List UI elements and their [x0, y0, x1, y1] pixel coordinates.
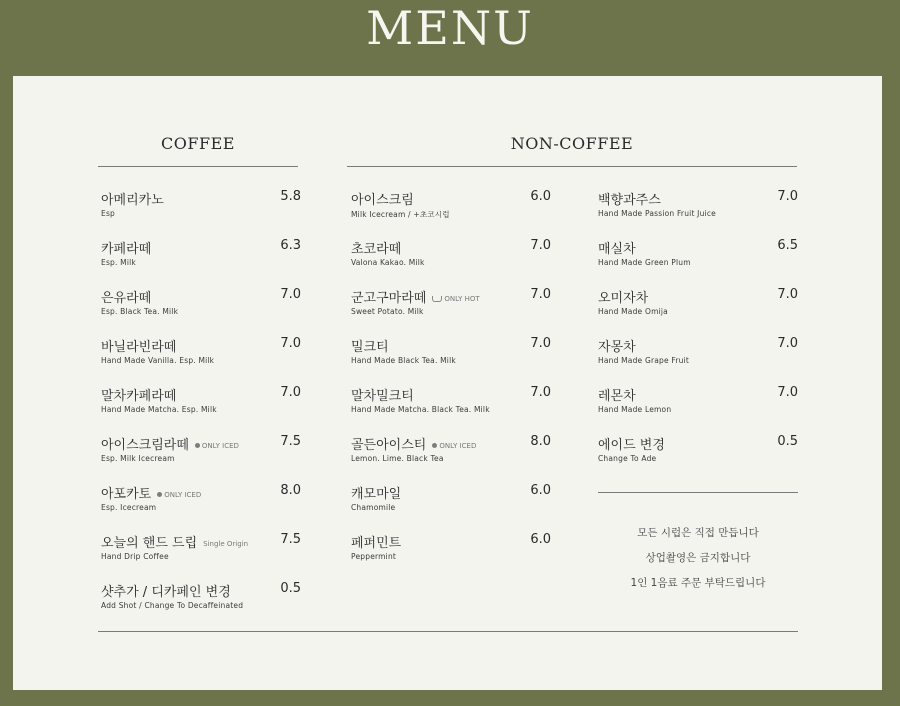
coffee-header: COFFEE — [161, 134, 235, 153]
menu-item-price: 7.0 — [777, 189, 798, 204]
menu-item-name-text: 오미자차 — [598, 291, 649, 306]
menu-item-name — [351, 532, 401, 551]
menu-item-name — [351, 483, 401, 502]
menu-item-desc: Milk Icecream / +초코시럽 — [351, 210, 450, 219]
menu-item — [101, 483, 301, 523]
menu-item-name — [598, 287, 648, 306]
menu-item-desc: Esp — [101, 209, 116, 218]
menu-item-price: 0.5 — [777, 434, 798, 449]
menu-item-tag-text: ONLY ICED — [201, 441, 239, 450]
menu-item-name — [101, 581, 231, 600]
menu-item-tag-text: ONLY HOT — [444, 294, 480, 303]
menu-item-name-text: 골든아이스티 — [351, 438, 427, 453]
menu-item-price: 7.0 — [530, 287, 551, 302]
menu-item — [101, 238, 301, 278]
menu-item-price: 7.0 — [777, 287, 798, 302]
menu-item-name-text: 군고구마라떼 — [351, 291, 427, 306]
menu-item-price: 7.0 — [530, 385, 551, 400]
menu-item-tag-text: Single Origin — [203, 539, 249, 548]
menu-title: MENU — [366, 1, 534, 55]
menu-item-name — [351, 385, 414, 404]
menu-item-price: 7.0 — [280, 336, 301, 351]
menu-item-name-text: 은유라떼 — [101, 291, 152, 306]
menu-item-desc: Valona Kakao. Milk — [351, 258, 425, 267]
menu-item-desc: Lemon. Lime. Black Tea — [351, 454, 444, 463]
menu-item-desc: Sweet Potato. Milk — [351, 307, 424, 316]
menu-item-name-text: 오늘의 핸드 드립 — [101, 536, 198, 551]
menu-item-name — [351, 238, 401, 257]
menu-item-desc: Hand Made Green Plum — [598, 258, 691, 267]
menu-item-name — [101, 434, 239, 453]
coffee-header-rule — [98, 166, 298, 167]
menu-item-tag — [195, 442, 239, 450]
menu-item-name-text: 아메리카노 — [101, 193, 164, 208]
menu-item-price: 6.5 — [777, 238, 798, 253]
menu-item-desc: Peppermint — [351, 552, 397, 561]
menu-item — [598, 434, 798, 474]
menu-item — [101, 287, 301, 327]
menu-item-desc: Esp. Milk Icecream — [101, 454, 175, 463]
menu-item — [351, 532, 551, 572]
menu-item — [101, 385, 301, 425]
menu-item-price: 7.0 — [777, 336, 798, 351]
menu-item-name-text: 백향과주스 — [598, 193, 661, 208]
iced-dot-icon — [157, 492, 162, 497]
menu-item-desc: Hand Made Omija — [598, 307, 668, 316]
menu-item-desc: Esp. Black Tea. Milk — [101, 307, 179, 316]
menu-item-desc: Hand Made Grape Fruit — [598, 356, 690, 365]
iced-dot-icon — [195, 443, 200, 448]
menu-item-name — [101, 287, 151, 306]
menu-item-name — [598, 238, 636, 257]
menu-item — [101, 434, 301, 474]
menu-item-desc: Hand Made Lemon — [598, 405, 672, 414]
note-2: 상업촬영은 금지합니다 — [645, 552, 751, 564]
menu-item-price: 7.0 — [280, 385, 301, 400]
menu-item-tag — [203, 540, 248, 548]
menu-item-name-text: 자몽차 — [598, 340, 636, 355]
menu-item-name-text: 밀크티 — [351, 340, 389, 355]
menu-item-name — [598, 385, 636, 404]
menu-item-name — [101, 189, 164, 208]
menu-item-name-text: 레몬차 — [598, 389, 636, 404]
menu-item-price: 7.5 — [280, 434, 301, 449]
menu-item-tag-text: ONLY ICED — [439, 441, 477, 450]
menu-item — [101, 581, 301, 621]
menu-item-desc: Esp. Milk — [101, 258, 136, 267]
menu-item-desc: Hand Made Vanilla. Esp. Milk — [101, 356, 215, 365]
menu-item — [351, 434, 551, 474]
menu-item-name — [101, 336, 176, 355]
menu-item-tag — [432, 442, 476, 450]
menu-item-desc: Chamomile — [351, 503, 396, 512]
menu-item-name-text: 캐모마일 — [351, 487, 402, 502]
menu-item-price: 6.3 — [280, 238, 301, 253]
menu-card — [13, 76, 882, 690]
menu-item-name-text: 초코라떼 — [351, 242, 402, 257]
menu-item-desc: Hand Made Black Tea. Milk — [351, 356, 456, 365]
menu-item-price: 5.8 — [280, 189, 301, 204]
iced-dot-icon — [432, 443, 437, 448]
menu-item-name — [351, 434, 476, 453]
menu-item-tag — [157, 491, 201, 499]
menu-item-name-text: 매실차 — [598, 242, 636, 257]
menu-item-desc: Hand Made Matcha. Esp. Milk — [101, 405, 217, 414]
menu-item-price: 6.0 — [530, 532, 551, 547]
menu-item-name-text: 페퍼민트 — [351, 536, 402, 551]
menu-item-price: 0.5 — [280, 581, 301, 596]
menu-item — [598, 385, 798, 425]
menu-item-name — [101, 385, 176, 404]
menu-item-name — [598, 336, 636, 355]
menu-item — [351, 189, 551, 229]
menu-item-name — [101, 532, 248, 551]
menu-item — [598, 189, 798, 229]
menu-item-price: 7.5 — [280, 532, 301, 547]
menu-item-price: 6.0 — [530, 189, 551, 204]
menu-item-name-text: 에이드 변경 — [598, 438, 665, 453]
menu-item-name-text: 말차밀크티 — [351, 389, 414, 404]
menu-item-name-text: 아이스크림 — [351, 193, 414, 208]
noncoffee-header-rule — [347, 166, 797, 167]
menu-item-name — [598, 434, 665, 453]
menu-item — [101, 189, 301, 229]
menu-item-price: 7.0 — [530, 238, 551, 253]
menu-item-name-text: 바닐라빈라떼 — [101, 340, 177, 355]
notes-rule — [598, 492, 798, 493]
noncoffee-header: NON-COFFEE — [510, 134, 634, 153]
note-1: 모든 시럽은 직접 만듭니다 — [637, 527, 759, 539]
menu-item-name-text: 말차카페라떼 — [101, 389, 177, 404]
menu-item-desc: Change To Ade — [598, 454, 657, 463]
menu-item-name — [351, 287, 480, 306]
menu-item-name-text: 카페라떼 — [101, 242, 152, 257]
note-3: 1인 1음료 주문 부탁드립니다 — [630, 577, 766, 589]
menu-item — [101, 532, 301, 572]
menu-item-name — [101, 483, 201, 502]
menu-item-price: 8.0 — [280, 483, 301, 498]
menu-item-desc: Add Shot / Change To Decaffeinated — [101, 601, 244, 610]
menu-item — [351, 336, 551, 376]
menu-item-desc: Hand Made Passion Fruit Juice — [598, 209, 716, 218]
menu-item-price: 6.0 — [530, 483, 551, 498]
menu-item-name-text: 아이스크림라떼 — [101, 438, 189, 453]
menu-item — [351, 483, 551, 523]
menu-item-name — [598, 189, 661, 208]
hot-cup-icon — [432, 296, 442, 302]
menu-item — [101, 336, 301, 376]
menu-item-name — [101, 238, 151, 257]
menu-item-name — [351, 336, 389, 355]
menu-item — [598, 238, 798, 278]
menu-item-desc: Hand Made Matcha. Black Tea. Milk — [351, 405, 490, 414]
menu-item-price: 7.0 — [530, 336, 551, 351]
menu-item-name — [351, 189, 414, 208]
menu-item-desc: Esp. Icecream — [101, 503, 157, 512]
menu-item-tag-text: ONLY ICED — [164, 490, 202, 499]
menu-item-name-text: 샷추가 / 디카페인 변경 — [101, 585, 231, 600]
menu-item-desc: Hand Drip Coffee — [101, 552, 169, 561]
menu-item — [351, 287, 551, 327]
menu-item — [351, 238, 551, 278]
menu-item-price: 7.0 — [777, 385, 798, 400]
bottom-rule — [98, 631, 798, 632]
menu-item — [598, 287, 798, 327]
menu-item — [351, 385, 551, 425]
menu-item-price: 8.0 — [530, 434, 551, 449]
menu-item-tag — [432, 295, 479, 303]
menu-item-price: 7.0 — [280, 287, 301, 302]
menu-item-name-text: 아포카토 — [101, 487, 152, 502]
menu-item — [598, 336, 798, 376]
